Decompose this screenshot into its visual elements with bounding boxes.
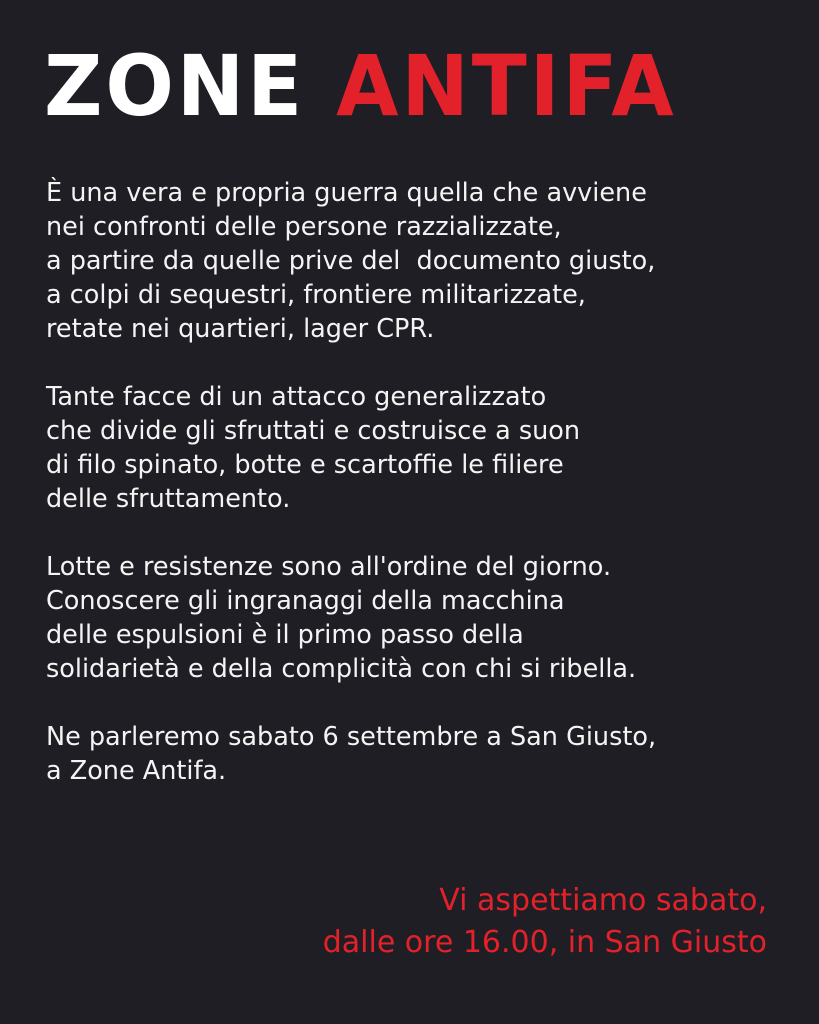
paragraph-1 [46,176,786,346]
page-title [44,38,677,134]
call-to-action [323,880,767,964]
text-line: che divide gli sfruttati e costruisce a suon [46,416,581,446]
title-word-antifa: ANTIFA [336,37,677,135]
text-line: delle sfruttamento. [46,484,291,514]
paragraph-2 [46,380,786,516]
paragraph-4 [46,720,786,788]
text-line: nei confronti delle persone razzializzate, [46,212,562,242]
text-line: È una vera e propria guerra quella che avviene [46,178,647,208]
cta-line-2: dalle ore 16.00, in San Giusto [322,925,767,960]
text-line: Lotte e resistenze sono all'ordine del giorno. [46,552,612,582]
text-line: Tante facce di un attacco generalizzato [46,382,547,412]
text-line: retate nei quartieri, lager CPR. [46,314,435,344]
text-line: Ne parleremo sabato 6 settembre a San Giusto, [46,722,657,752]
paragraph-3 [46,550,786,686]
text-line: a colpi di sequestri, frontiere militarizzate, [46,280,586,310]
text-line: di filo spinato, botte e scartoffie le filiere [46,450,564,480]
cta-line-1: Vi aspettiamo sabato, [439,883,767,918]
body-text [46,176,786,822]
title-word-zone: ZONE [44,37,306,135]
text-line: a partire da quelle prive del documento giusto, [46,246,656,276]
text-line: delle espulsioni è il primo passo della [46,620,524,650]
text-line: a Zone Antifa. [46,756,227,786]
text-line: Conoscere gli ingranaggi della macchina [46,586,565,616]
text-line: solidarietà e della complicità con chi si ribella. [46,654,637,684]
